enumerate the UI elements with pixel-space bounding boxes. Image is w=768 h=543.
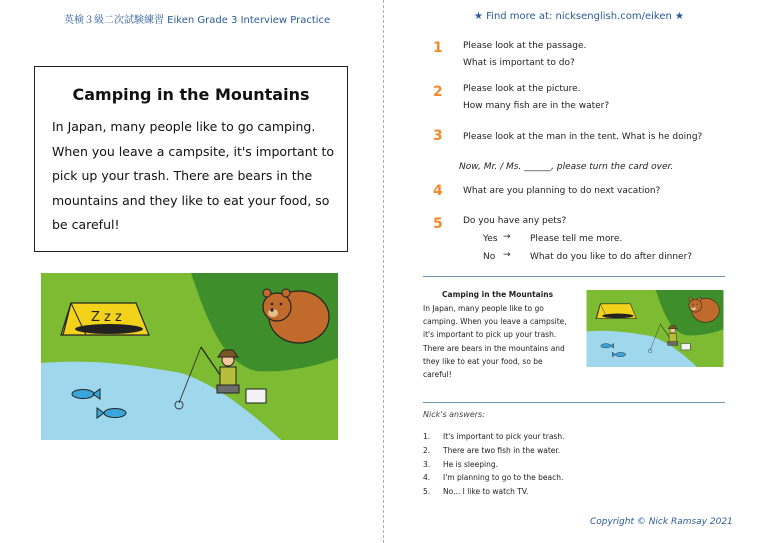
question-2-number: 2 <box>433 84 443 100</box>
followup-no-label: No <box>483 252 496 262</box>
copyright-notice: Copyright © Nick Ramsay 2021 <box>590 517 733 527</box>
followup-no-arrow: → <box>503 250 511 260</box>
answer-item <box>423 458 564 472</box>
page-fold-divider <box>383 0 384 543</box>
question-1-number: 1 <box>433 40 443 56</box>
answer-text: I'm planning to go to the beach. <box>443 473 564 483</box>
answers-list <box>423 430 564 499</box>
answer-number: 5. <box>423 487 431 497</box>
answer-item <box>423 444 564 458</box>
camping-illustration <box>41 273 338 440</box>
tent-sleep-text: Z z z <box>91 310 122 325</box>
section-divider-bottom <box>423 402 725 403</box>
question-1-line-1: Please look at the passage. <box>463 41 587 51</box>
mini-card-text: In Japan, many people like to go camping. When you leave a campsite, it's important to pick up your trash. There are bears in the mountains and they like to eat your food, so be careful! <box>423 304 567 380</box>
answer-text: No... I like to watch TV. <box>443 487 529 497</box>
answers-title: Nick's answers: <box>423 410 485 419</box>
answer-number: 1. <box>423 432 431 441</box>
answer-item <box>423 471 564 485</box>
header-website-link[interactable]: ★ Find more at: nicksenglish.com/eiken ★ <box>474 11 684 22</box>
question-1-line-2: What is important to do? <box>463 58 575 68</box>
passage-box <box>34 66 348 252</box>
header-title: 英検３級二次試験練習 Eiken Grade 3 Interview Practice <box>64 15 331 26</box>
followup-yes-arrow: → <box>503 232 511 242</box>
question-2-line-1: Please look at the picture. <box>463 84 581 94</box>
question-4-line-1: What are you planning to do next vacation? <box>463 186 661 196</box>
question-3-line-1: Please look at the man in the tent. What is he doing? <box>463 132 703 142</box>
followup-yes-label: Yes <box>483 234 498 244</box>
turn-card-instruction: Now, Mr. / Ms. ______, please turn the card over. <box>459 162 674 172</box>
answer-number: 2. <box>423 445 431 455</box>
answer-item <box>423 485 564 499</box>
question-4-number: 4 <box>433 183 443 199</box>
answer-text: He is sleeping. <box>443 459 498 469</box>
illustration-scene <box>41 273 338 440</box>
question-5-number: 5 <box>433 216 443 232</box>
mini-camping-illustration <box>585 290 725 367</box>
question-3-number: 3 <box>433 128 443 144</box>
mini-card-title: Camping in the Mountains <box>442 290 554 299</box>
answer-text: There are two fish in the water. <box>443 445 561 455</box>
section-divider-top <box>423 276 725 277</box>
answer-number: 4. <box>423 473 431 483</box>
question-5-line-1: Do you have any pets? <box>463 216 567 226</box>
passage-title: Camping in the Mountains <box>72 85 310 104</box>
answer-number: 3. <box>423 459 431 469</box>
question-2-line-2: How many fish are in the water? <box>463 101 610 111</box>
passage-text: In Japan, many people like to go camping. When you leave a campsite, it's important to pick up your trash. There are bears in the mountains and they like to eat your food, so be careful! <box>52 119 335 232</box>
followup-no-text: What do you like to do after dinner? <box>530 252 693 262</box>
mini-illustration-scene <box>587 290 724 367</box>
followup-yes-text: Please tell me more. <box>530 234 623 244</box>
answer-text: It's important to pick your trash. <box>443 432 565 441</box>
answer-item <box>423 430 564 444</box>
